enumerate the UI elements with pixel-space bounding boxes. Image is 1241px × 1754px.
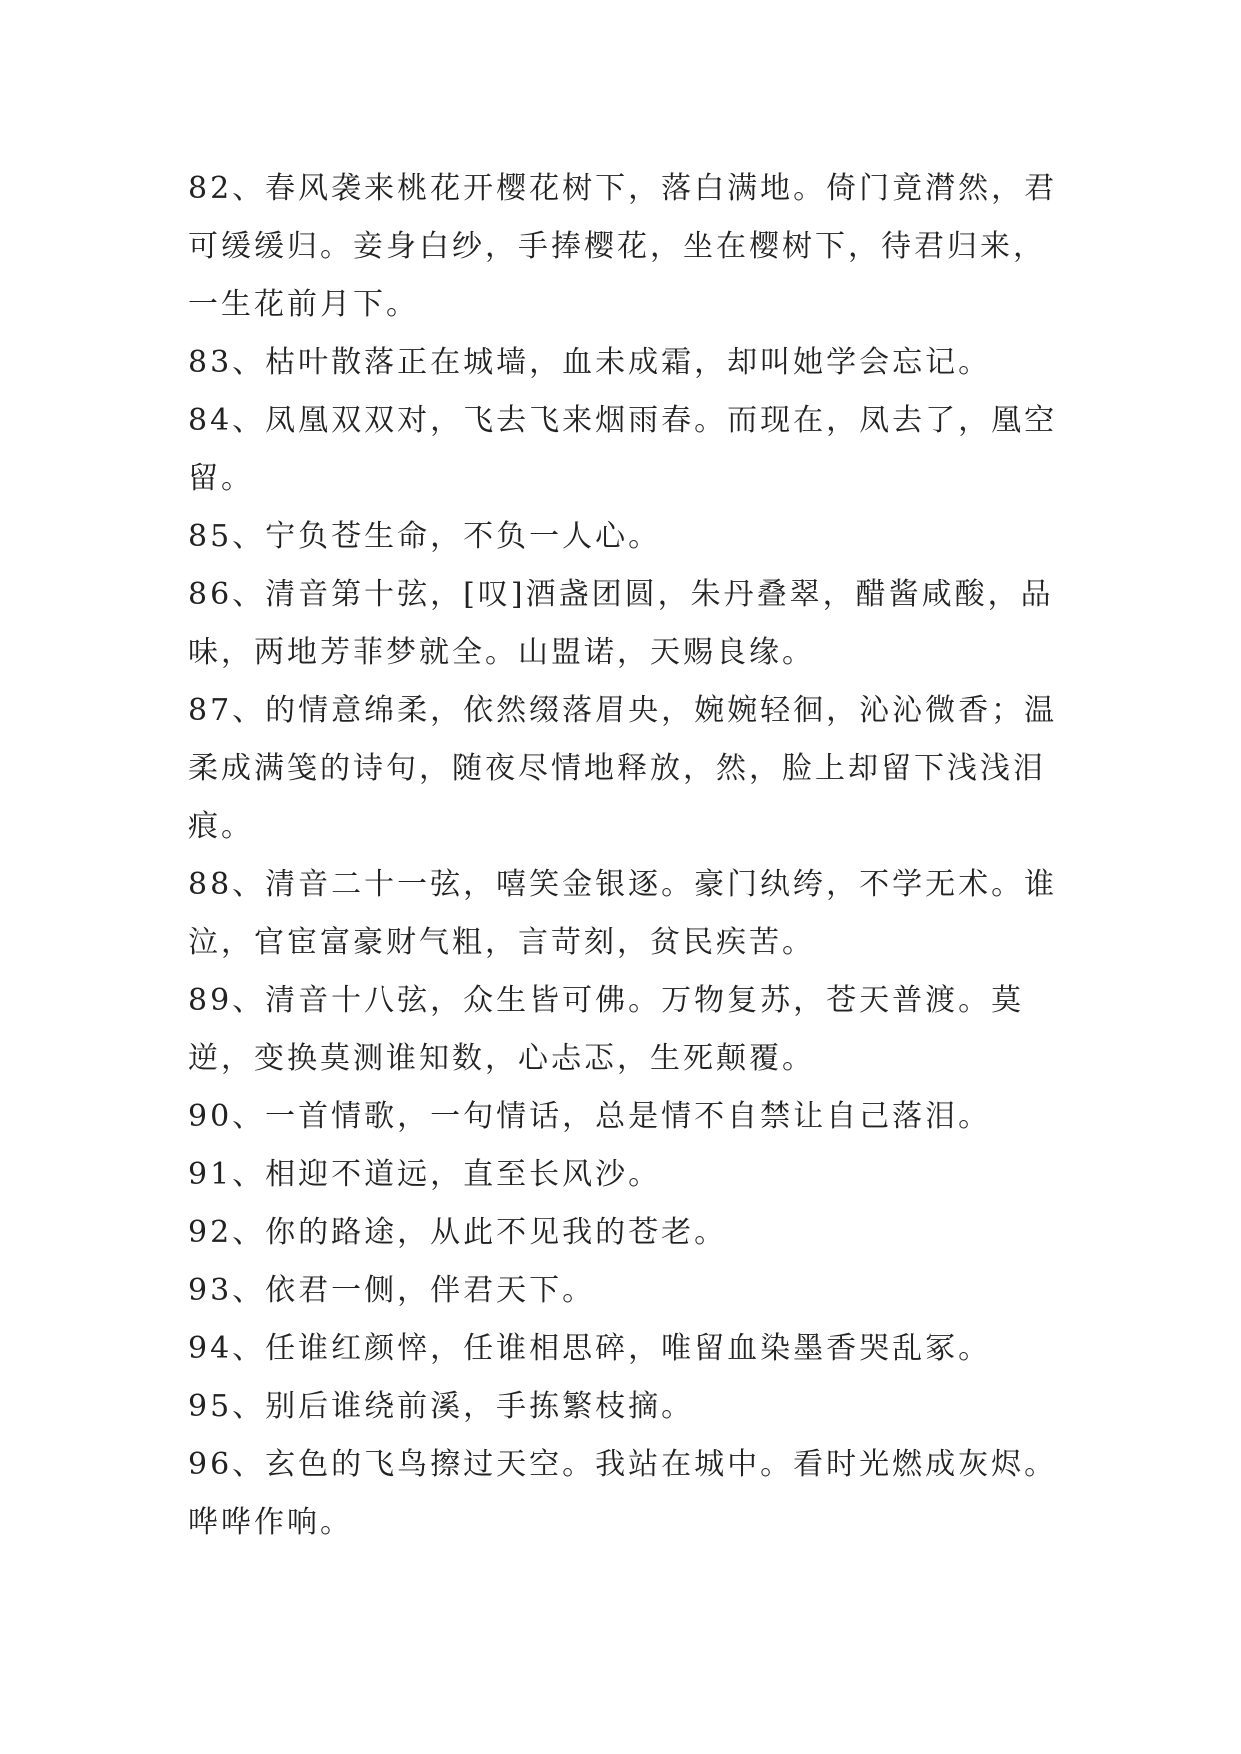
- list-item: 94、任谁红颜悴，任谁相思碎，唯留血染墨香哭乱冢。: [188, 1331, 992, 1366]
- list-item: 87、的情意绵柔，依然缀落眉央，婉婉轻徊，沁沁微香；温柔成满笺的诗句，随夜尽情地释放，然，脸上却留下浅浅泪痕。: [188, 693, 1058, 844]
- document-body: [188, 160, 1068, 1552]
- list-item: 82、春风袭来桃花开樱花树下，落白满地。倚门竟潸然，君可缓缓归。妾身白纱，手捧樱花，坐在樱树下，待君归来，一生花前月下。: [188, 171, 1058, 322]
- list-item: 93、依君一侧，伴君天下。: [188, 1273, 596, 1308]
- list-item: 96、玄色的飞鸟擦过天空。我站在城中。看时光燃成灰烬。哗哗作响。: [188, 1447, 1058, 1540]
- list-item: 84、凤凰双双对，飞去飞来烟雨春。而现在，凤去了，凰空留。: [188, 403, 1058, 496]
- list-item: 92、你的路途，从此不见我的苍老。: [188, 1215, 728, 1250]
- list-item: 91、相迎不道远，直至长风沙。: [188, 1157, 662, 1192]
- list-item: 83、枯叶散落正在城墙，血未成霜，却叫她学会忘记。: [188, 345, 992, 380]
- list-item: 89、清音十八弦，众生皆可佛。万物复苏，苍天普渡。莫逆，变换莫测谁知数，心忐忑，生死颠覆。: [188, 983, 1025, 1076]
- list-item: 95、别后谁绕前溪，手拣繁枝摘。: [188, 1389, 695, 1424]
- list-item: 86、清音第十弦，[叹]酒盏团圆，朱丹叠翠，醋酱咸酸，品味，两地芳菲梦就全。山盟诺，天赐良缘。: [188, 577, 1054, 670]
- list-item: 88、清音二十一弦，嘻笑金银逐。豪门纨绔，不学无术。谁泣，官宦富豪财气粗，言苛刻，贫民疾苦。: [188, 867, 1058, 960]
- list-item: 90、一首情歌，一句情话，总是情不自禁让自己落泪。: [188, 1099, 992, 1134]
- list-item: 85、宁负苍生命，不负一人心。: [188, 519, 662, 554]
